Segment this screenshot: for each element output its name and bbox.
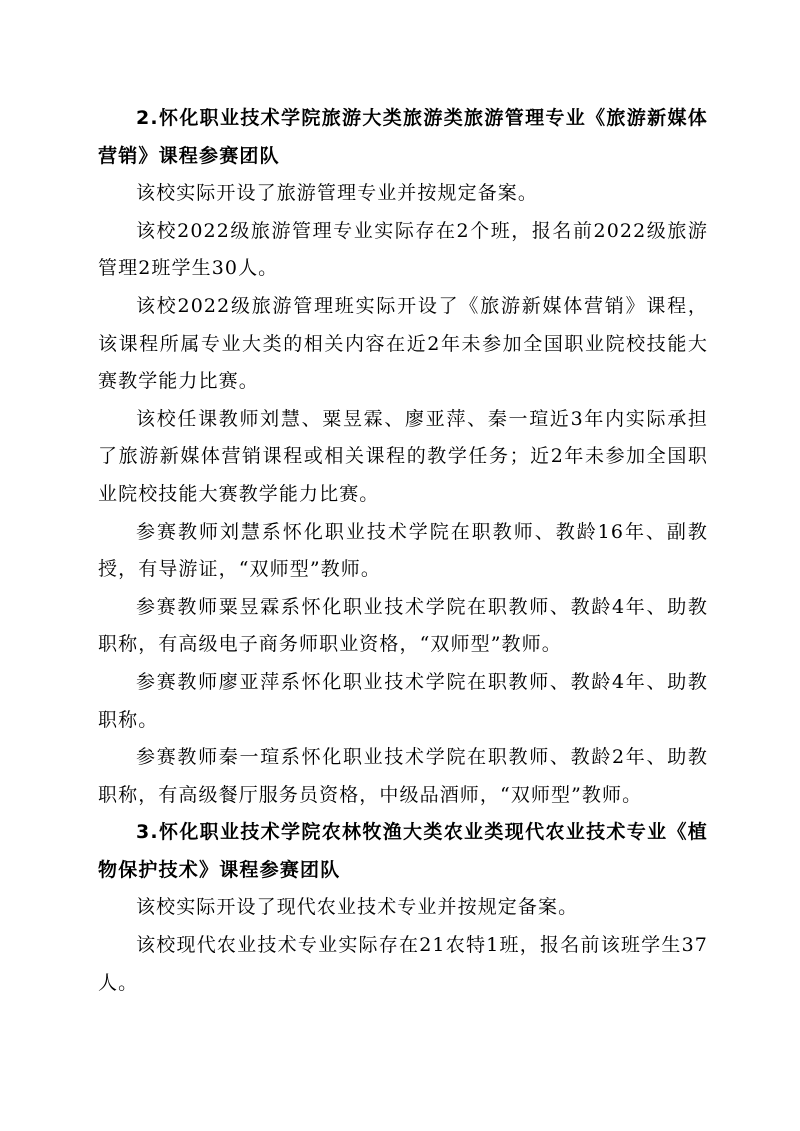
section-heading-agriculture: 3.怀化职业技术学院农林牧渔大类农业类现代农业技术专业《植物保护技术》课程参赛团队	[98, 821, 708, 881]
paragraph: 该校现代农业技术专业实际存在21农特1班，报名前该班学生37人。	[98, 934, 708, 994]
section-heading-tourism: 2.怀化职业技术学院旅游大类旅游类旅游管理专业《旅游新媒体营销》课程参赛团队	[98, 107, 708, 167]
paragraph: 该校2022级旅游管理班实际开设了《旅游新媒体营销》课程，该课程所属专业大类的相关内容在近2年未参加全国职业院校技能大赛教学能力比赛。	[98, 294, 708, 393]
paragraph: 该校任课教师刘慧、粟昱霖、廖亚萍、秦一瑄近3年内实际承担了旅游新媒体营销课程或相关课程的教学任务；近2年未参加全国职业院校技能大赛教学能力比赛。	[98, 407, 708, 505]
paragraph: 该校2022级旅游管理专业实际存在2个班，报名前2022级旅游管理2班学生30人。	[98, 219, 708, 280]
paragraph: 参赛教师刘慧系怀化职业技术学院在职教师、教龄16年、副教授，有导游证，“双师型”教师。	[98, 520, 708, 581]
paragraph: 参赛教师秦一瑄系怀化职业技术学院在职教师、教龄2年、助教职称，有高级餐厅服务员资格，中级品酒师，“双师型”教师。	[98, 746, 708, 806]
paragraph: 该校实际开设了现代农业技术专业并按规定备案。	[136, 896, 579, 919]
paragraph: 该校实际开设了旅游管理专业并按规定备案。	[136, 182, 539, 205]
paragraph: 参赛教师廖亚萍系怀化职业技术学院在职教师、教龄4年、助教职称。	[98, 670, 708, 731]
document-page	[98, 100, 708, 1002]
paragraph: 参赛教师粟昱霖系怀化职业技术学院在职教师、教龄4年、助教职称，有高级电子商务师职业资格，“双师型”教师。	[98, 595, 708, 656]
